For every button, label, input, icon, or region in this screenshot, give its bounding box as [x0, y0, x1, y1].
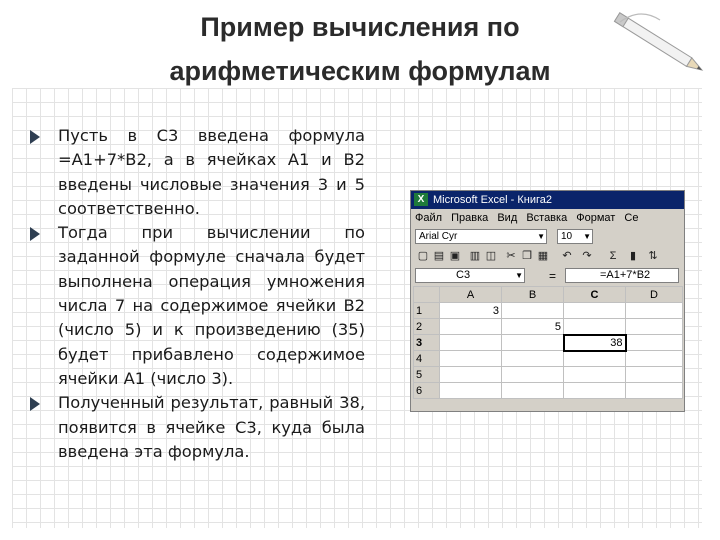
copy-icon[interactable]: ❐	[522, 250, 532, 262]
chart-wizard-icon[interactable]: ▮	[629, 250, 637, 262]
menu-service[interactable]: Се	[624, 212, 639, 224]
cell-a1[interactable]: 3	[440, 303, 502, 319]
column-header-c[interactable]: C	[564, 287, 626, 303]
excel-title-bar[interactable]	[411, 191, 684, 209]
chevron-down-icon: ▼	[537, 232, 545, 241]
undo-icon[interactable]: ↶	[562, 250, 572, 262]
cell-b6[interactable]	[502, 383, 564, 399]
chevron-down-icon: ▼	[583, 232, 591, 241]
row-header[interactable]: 6	[414, 383, 440, 399]
excel-window	[410, 190, 685, 412]
menu-view[interactable]: Вид	[497, 212, 518, 224]
excel-window-title: Microsoft Excel - Книга2	[433, 194, 552, 206]
pencil-icon	[600, 2, 715, 82]
select-all-corner[interactable]	[414, 287, 440, 303]
cell-c2[interactable]	[564, 319, 626, 335]
bullet-arrow-icon	[30, 227, 40, 241]
cell-c1[interactable]	[564, 303, 626, 319]
formula-input[interactable]	[565, 268, 679, 283]
bullet-text: Тогда при вычислении по заданной формуле сначала будет выполнена операция умножения числа 7 на содержимое ячейки B2 (число 5) и к произведению (35) будет прибавлено содержимое ячейки A1 (число 3).	[58, 223, 365, 388]
cell-d4[interactable]	[626, 351, 683, 367]
cell-c6[interactable]	[564, 383, 626, 399]
slide-title-line-1: Пример вычисления по	[200, 12, 520, 42]
autosum-icon[interactable]: Σ	[609, 250, 617, 262]
column-header-d[interactable]: D	[626, 287, 683, 303]
bullet-arrow-icon	[30, 397, 40, 411]
cell-d6[interactable]	[626, 383, 683, 399]
cell-d2[interactable]	[626, 319, 683, 335]
menu-edit[interactable]: Правка	[451, 212, 489, 224]
cell-a2[interactable]	[440, 319, 502, 335]
bullet-text: Пусть в C3 введена формула =A1+7*B2, а в ячейках A1 и B2 введены числовые значения 3 и 5 соответственно.	[58, 126, 365, 218]
open-folder-icon[interactable]: ▤	[433, 250, 445, 262]
bullet-item	[30, 124, 365, 221]
row-header[interactable]: 5	[414, 367, 440, 383]
name-box-value: C3	[456, 269, 471, 281]
row-header[interactable]: 2	[414, 319, 440, 335]
preview-icon[interactable]: ◫	[485, 250, 497, 262]
excel-logo-icon: X	[414, 193, 428, 206]
new-document-icon[interactable]: ▢	[417, 250, 429, 262]
font-name-select[interactable]	[415, 229, 547, 244]
menu-format[interactable]: Формат	[576, 212, 616, 224]
formatting-toolbar	[411, 227, 684, 247]
chevron-down-icon: ▼	[515, 271, 523, 280]
cell-c4[interactable]	[564, 351, 626, 367]
spreadsheet-grid	[413, 286, 683, 399]
cut-icon[interactable]: ✂	[506, 250, 516, 262]
cell-b2[interactable]: 5	[502, 319, 564, 335]
cell-a6[interactable]	[440, 383, 502, 399]
slide-title-line-2: арифметическим формулам	[169, 56, 551, 86]
bullet-item	[30, 391, 365, 464]
print-icon[interactable]: ▥	[469, 250, 481, 262]
cell-c3-active[interactable]: 38	[564, 335, 626, 351]
row-header[interactable]: 1	[414, 303, 440, 319]
sort-icon[interactable]: ⇅	[648, 250, 658, 262]
bullet-list	[30, 124, 365, 464]
menu-file[interactable]: Файл	[415, 212, 443, 224]
row-header[interactable]: 4	[414, 351, 440, 367]
cell-d1[interactable]	[626, 303, 683, 319]
row-header[interactable]: 3	[414, 335, 440, 351]
cell-b1[interactable]	[502, 303, 564, 319]
formula-bar	[411, 267, 684, 285]
save-icon[interactable]: ▣	[449, 250, 461, 262]
bullet-arrow-icon	[30, 130, 40, 144]
formula-value: =A1+7*B2	[600, 269, 651, 281]
excel-menu-bar	[411, 209, 684, 227]
cell-a5[interactable]	[440, 367, 502, 383]
font-size-select[interactable]	[557, 229, 593, 244]
redo-icon[interactable]: ↷	[582, 250, 592, 262]
font-size-value: 10	[561, 231, 573, 242]
cell-d3[interactable]	[626, 335, 683, 351]
cell-b4[interactable]	[502, 351, 564, 367]
cell-b3[interactable]	[502, 335, 564, 351]
cell-a3[interactable]	[440, 335, 502, 351]
bullet-item	[30, 221, 365, 391]
bullet-text: Полученный результат, равный 38, появится в ячейке C3, куда была введена эта формула.	[58, 393, 365, 461]
cell-c5[interactable]	[564, 367, 626, 383]
standard-toolbar	[411, 247, 684, 267]
column-header-b[interactable]: B	[502, 287, 564, 303]
cell-a4[interactable]	[440, 351, 502, 367]
equals-sign: =	[549, 269, 557, 283]
cell-d5[interactable]	[626, 367, 683, 383]
name-box[interactable]	[415, 268, 525, 283]
column-header-a[interactable]: A	[440, 287, 502, 303]
menu-insert[interactable]: Вставка	[526, 212, 568, 224]
paste-icon[interactable]: ▦	[537, 250, 549, 262]
font-name-value: Arial Cyr	[419, 231, 458, 242]
cell-b5[interactable]	[502, 367, 564, 383]
